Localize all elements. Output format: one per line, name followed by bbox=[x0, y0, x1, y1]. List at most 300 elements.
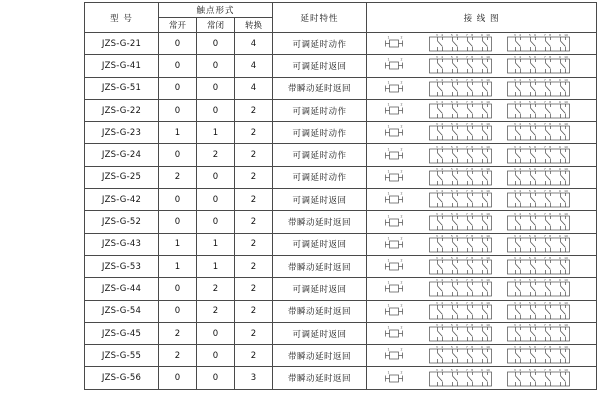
svg-text:8: 8 bbox=[549, 100, 552, 105]
svg-text:8: 8 bbox=[471, 234, 474, 239]
svg-text:3: 3 bbox=[513, 33, 516, 38]
svg-text:4: 4 bbox=[441, 55, 444, 60]
svg-text:10: 10 bbox=[486, 323, 490, 328]
svg-text:6: 6 bbox=[534, 234, 537, 239]
cell-model: JZS-G-21 bbox=[85, 33, 159, 55]
svg-text:7: 7 bbox=[543, 323, 546, 328]
cell-normally-open: 0 bbox=[159, 300, 197, 322]
svg-text:8: 8 bbox=[471, 100, 474, 105]
table-row bbox=[85, 122, 597, 144]
svg-text:3: 3 bbox=[513, 167, 516, 172]
cell-normally-open: 0 bbox=[159, 33, 197, 55]
svg-text:4: 4 bbox=[519, 278, 522, 283]
svg-text:9: 9 bbox=[480, 323, 483, 328]
svg-text:7: 7 bbox=[543, 300, 546, 305]
svg-text:4: 4 bbox=[441, 189, 444, 194]
svg-text:3: 3 bbox=[513, 367, 516, 372]
svg-text:9: 9 bbox=[558, 323, 561, 328]
svg-text:1: 1 bbox=[387, 147, 390, 152]
cell-normally-closed: 0 bbox=[197, 33, 235, 55]
svg-text:7: 7 bbox=[465, 100, 468, 105]
table-row bbox=[85, 278, 597, 300]
svg-text:10: 10 bbox=[564, 122, 568, 127]
svg-text:6: 6 bbox=[456, 323, 459, 328]
svg-text:5: 5 bbox=[528, 211, 531, 216]
svg-text:10: 10 bbox=[486, 189, 490, 194]
svg-text:8: 8 bbox=[549, 77, 552, 82]
svg-text:6: 6 bbox=[456, 278, 459, 283]
svg-text:10: 10 bbox=[564, 100, 568, 105]
svg-text:10: 10 bbox=[564, 55, 568, 60]
svg-text:2: 2 bbox=[400, 124, 403, 129]
svg-text:5: 5 bbox=[528, 300, 531, 305]
svg-text:9: 9 bbox=[480, 345, 483, 350]
cell-delay-characteristic: 带瞬动延时返回 bbox=[273, 211, 367, 233]
cell-wiring-diagram bbox=[367, 322, 597, 344]
cell-delay-characteristic: 可调延时动作 bbox=[273, 122, 367, 144]
svg-text:6: 6 bbox=[456, 122, 459, 127]
svg-text:4: 4 bbox=[519, 122, 522, 127]
svg-text:6: 6 bbox=[534, 77, 537, 82]
svg-text:10: 10 bbox=[564, 234, 568, 239]
svg-text:8: 8 bbox=[471, 278, 474, 283]
svg-text:4: 4 bbox=[519, 323, 522, 328]
svg-text:9: 9 bbox=[558, 144, 561, 149]
svg-text:4: 4 bbox=[519, 345, 522, 350]
cell-changeover: 2 bbox=[235, 300, 273, 322]
svg-text:7: 7 bbox=[543, 167, 546, 172]
cell-normally-open: 0 bbox=[159, 55, 197, 77]
svg-text:3: 3 bbox=[513, 189, 516, 194]
svg-text:1: 1 bbox=[387, 370, 390, 375]
svg-text:4: 4 bbox=[441, 211, 444, 216]
svg-text:9: 9 bbox=[480, 300, 483, 305]
svg-text:7: 7 bbox=[543, 189, 546, 194]
table-row bbox=[85, 255, 597, 277]
table-row bbox=[85, 211, 597, 233]
svg-text:7: 7 bbox=[543, 345, 546, 350]
svg-text:9: 9 bbox=[480, 167, 483, 172]
cell-changeover: 4 bbox=[235, 33, 273, 55]
cell-normally-open: 0 bbox=[159, 77, 197, 99]
cell-normally-open: 1 bbox=[159, 233, 197, 255]
svg-text:2: 2 bbox=[400, 147, 403, 152]
svg-text:4: 4 bbox=[441, 122, 444, 127]
svg-text:3: 3 bbox=[513, 122, 516, 127]
svg-text:6: 6 bbox=[534, 323, 537, 328]
svg-text:6: 6 bbox=[534, 167, 537, 172]
svg-text:4: 4 bbox=[519, 189, 522, 194]
svg-text:9: 9 bbox=[558, 77, 561, 82]
svg-text:2: 2 bbox=[400, 80, 403, 85]
svg-text:4: 4 bbox=[441, 300, 444, 305]
svg-text:5: 5 bbox=[450, 234, 453, 239]
svg-text:4: 4 bbox=[519, 211, 522, 216]
cell-normally-open: 1 bbox=[159, 255, 197, 277]
cell-changeover: 2 bbox=[235, 233, 273, 255]
svg-text:10: 10 bbox=[564, 367, 568, 372]
svg-text:6: 6 bbox=[456, 144, 459, 149]
svg-text:3: 3 bbox=[435, 323, 438, 328]
svg-text:6: 6 bbox=[534, 144, 537, 149]
cell-changeover: 2 bbox=[235, 144, 273, 166]
svg-text:2: 2 bbox=[400, 35, 403, 40]
cell-model: JZS-G-45 bbox=[85, 322, 159, 344]
cell-delay-characteristic: 可调延时返回 bbox=[273, 233, 367, 255]
header-model: 型 号 bbox=[85, 3, 159, 33]
svg-text:3: 3 bbox=[435, 33, 438, 38]
svg-text:1: 1 bbox=[387, 80, 390, 85]
svg-text:4: 4 bbox=[441, 234, 444, 239]
svg-text:3: 3 bbox=[435, 100, 438, 105]
table-row bbox=[85, 300, 597, 322]
svg-text:8: 8 bbox=[549, 345, 552, 350]
svg-text:3: 3 bbox=[513, 55, 516, 60]
svg-text:8: 8 bbox=[549, 256, 552, 261]
svg-text:9: 9 bbox=[558, 211, 561, 216]
svg-text:6: 6 bbox=[456, 167, 459, 172]
svg-text:6: 6 bbox=[456, 256, 459, 261]
cell-delay-characteristic: 可调延时返回 bbox=[273, 55, 367, 77]
svg-text:7: 7 bbox=[543, 367, 546, 372]
svg-text:8: 8 bbox=[549, 278, 552, 283]
cell-normally-closed: 0 bbox=[197, 322, 235, 344]
svg-text:5: 5 bbox=[450, 100, 453, 105]
svg-text:9: 9 bbox=[558, 256, 561, 261]
cell-model: JZS-G-56 bbox=[85, 367, 159, 389]
svg-text:6: 6 bbox=[456, 100, 459, 105]
svg-text:5: 5 bbox=[450, 256, 453, 261]
svg-text:2: 2 bbox=[400, 102, 403, 107]
svg-text:8: 8 bbox=[471, 77, 474, 82]
svg-text:7: 7 bbox=[543, 278, 546, 283]
svg-text:7: 7 bbox=[465, 367, 468, 372]
cell-normally-closed: 1 bbox=[197, 233, 235, 255]
svg-text:3: 3 bbox=[435, 300, 438, 305]
svg-text:6: 6 bbox=[534, 300, 537, 305]
svg-text:9: 9 bbox=[558, 122, 561, 127]
svg-text:5: 5 bbox=[450, 55, 453, 60]
svg-text:10: 10 bbox=[486, 77, 490, 82]
svg-text:7: 7 bbox=[465, 77, 468, 82]
svg-text:5: 5 bbox=[528, 55, 531, 60]
svg-text:6: 6 bbox=[534, 278, 537, 283]
svg-text:6: 6 bbox=[456, 77, 459, 82]
svg-text:3: 3 bbox=[513, 323, 516, 328]
svg-text:1: 1 bbox=[387, 169, 390, 174]
svg-text:10: 10 bbox=[486, 167, 490, 172]
svg-text:5: 5 bbox=[528, 345, 531, 350]
svg-text:5: 5 bbox=[450, 278, 453, 283]
svg-text:6: 6 bbox=[456, 300, 459, 305]
cell-normally-closed: 1 bbox=[197, 255, 235, 277]
svg-text:5: 5 bbox=[450, 144, 453, 149]
cell-wiring-diagram bbox=[367, 33, 597, 55]
svg-text:7: 7 bbox=[465, 300, 468, 305]
cell-delay-characteristic: 带瞬动延时返回 bbox=[273, 367, 367, 389]
cell-normally-closed: 2 bbox=[197, 278, 235, 300]
svg-text:7: 7 bbox=[465, 278, 468, 283]
svg-text:1: 1 bbox=[387, 191, 390, 196]
svg-text:6: 6 bbox=[456, 33, 459, 38]
cell-changeover: 2 bbox=[235, 211, 273, 233]
svg-text:3: 3 bbox=[435, 234, 438, 239]
cell-normally-open: 0 bbox=[159, 278, 197, 300]
table-row bbox=[85, 189, 597, 211]
svg-text:6: 6 bbox=[456, 345, 459, 350]
svg-text:4: 4 bbox=[519, 256, 522, 261]
svg-text:3: 3 bbox=[513, 345, 516, 350]
svg-text:1: 1 bbox=[387, 35, 390, 40]
cell-delay-characteristic: 可调延时动作 bbox=[273, 144, 367, 166]
svg-text:7: 7 bbox=[543, 144, 546, 149]
svg-text:1: 1 bbox=[387, 280, 390, 285]
svg-text:5: 5 bbox=[450, 300, 453, 305]
table-row bbox=[85, 33, 597, 55]
svg-text:4: 4 bbox=[519, 100, 522, 105]
svg-text:10: 10 bbox=[486, 144, 490, 149]
cell-delay-characteristic: 可调延时返回 bbox=[273, 189, 367, 211]
cell-changeover: 2 bbox=[235, 322, 273, 344]
svg-text:5: 5 bbox=[450, 122, 453, 127]
svg-text:10: 10 bbox=[564, 211, 568, 216]
cell-model: JZS-G-23 bbox=[85, 122, 159, 144]
svg-text:7: 7 bbox=[543, 77, 546, 82]
svg-text:8: 8 bbox=[471, 122, 474, 127]
header-wiring-diagram: 接 线 图 bbox=[367, 3, 597, 33]
cell-wiring-diagram bbox=[367, 122, 597, 144]
svg-text:7: 7 bbox=[543, 211, 546, 216]
cell-changeover: 2 bbox=[235, 122, 273, 144]
cell-normally-closed: 0 bbox=[197, 77, 235, 99]
svg-text:9: 9 bbox=[558, 367, 561, 372]
cell-wiring-diagram bbox=[367, 144, 597, 166]
svg-text:7: 7 bbox=[543, 256, 546, 261]
svg-text:4: 4 bbox=[441, 323, 444, 328]
svg-text:6: 6 bbox=[534, 211, 537, 216]
svg-text:5: 5 bbox=[528, 100, 531, 105]
svg-text:10: 10 bbox=[564, 323, 568, 328]
svg-text:9: 9 bbox=[480, 122, 483, 127]
cell-wiring-diagram bbox=[367, 99, 597, 121]
cell-wiring-diagram bbox=[367, 166, 597, 188]
svg-text:4: 4 bbox=[441, 33, 444, 38]
cell-normally-closed: 0 bbox=[197, 211, 235, 233]
svg-text:4: 4 bbox=[441, 77, 444, 82]
svg-text:8: 8 bbox=[471, 167, 474, 172]
cell-normally-closed: 0 bbox=[197, 99, 235, 121]
cell-delay-characteristic: 带瞬动延时返回 bbox=[273, 77, 367, 99]
svg-text:6: 6 bbox=[456, 189, 459, 194]
svg-text:9: 9 bbox=[558, 189, 561, 194]
svg-text:6: 6 bbox=[534, 189, 537, 194]
svg-text:7: 7 bbox=[465, 33, 468, 38]
svg-text:5: 5 bbox=[528, 144, 531, 149]
svg-text:4: 4 bbox=[441, 367, 444, 372]
cell-model: JZS-G-24 bbox=[85, 144, 159, 166]
cell-delay-characteristic: 可调延时返回 bbox=[273, 278, 367, 300]
svg-text:6: 6 bbox=[534, 55, 537, 60]
svg-text:8: 8 bbox=[471, 300, 474, 305]
svg-text:1: 1 bbox=[387, 347, 390, 352]
svg-text:10: 10 bbox=[564, 345, 568, 350]
svg-text:8: 8 bbox=[549, 33, 552, 38]
svg-text:5: 5 bbox=[528, 367, 531, 372]
cell-normally-closed: 1 bbox=[197, 122, 235, 144]
svg-text:5: 5 bbox=[450, 77, 453, 82]
svg-text:7: 7 bbox=[465, 323, 468, 328]
table-row bbox=[85, 233, 597, 255]
svg-text:6: 6 bbox=[534, 33, 537, 38]
cell-model: JZS-G-22 bbox=[85, 99, 159, 121]
svg-text:8: 8 bbox=[549, 55, 552, 60]
table-row bbox=[85, 55, 597, 77]
svg-text:7: 7 bbox=[465, 55, 468, 60]
cell-normally-closed: 0 bbox=[197, 189, 235, 211]
svg-text:9: 9 bbox=[480, 256, 483, 261]
cell-changeover: 2 bbox=[235, 345, 273, 367]
cell-wiring-diagram bbox=[367, 255, 597, 277]
svg-text:5: 5 bbox=[528, 189, 531, 194]
table-body bbox=[85, 33, 597, 390]
header-normally-open: 常开 bbox=[159, 18, 197, 33]
svg-text:9: 9 bbox=[558, 33, 561, 38]
svg-text:4: 4 bbox=[441, 278, 444, 283]
svg-text:3: 3 bbox=[435, 167, 438, 172]
table-row bbox=[85, 144, 597, 166]
svg-text:10: 10 bbox=[564, 77, 568, 82]
cell-delay-characteristic: 可调延时动作 bbox=[273, 33, 367, 55]
svg-text:2: 2 bbox=[400, 236, 403, 241]
svg-text:9: 9 bbox=[480, 278, 483, 283]
svg-text:10: 10 bbox=[486, 55, 490, 60]
svg-text:7: 7 bbox=[543, 33, 546, 38]
svg-text:3: 3 bbox=[435, 144, 438, 149]
cell-model: JZS-G-55 bbox=[85, 345, 159, 367]
svg-text:2: 2 bbox=[400, 258, 403, 263]
svg-text:7: 7 bbox=[465, 167, 468, 172]
cell-normally-closed: 0 bbox=[197, 367, 235, 389]
cell-model: JZS-G-54 bbox=[85, 300, 159, 322]
svg-text:5: 5 bbox=[528, 167, 531, 172]
cell-wiring-diagram bbox=[367, 211, 597, 233]
svg-text:10: 10 bbox=[486, 211, 490, 216]
svg-text:9: 9 bbox=[558, 55, 561, 60]
svg-text:10: 10 bbox=[564, 300, 568, 305]
svg-text:2: 2 bbox=[400, 169, 403, 174]
cell-changeover: 2 bbox=[235, 278, 273, 300]
svg-text:9: 9 bbox=[480, 100, 483, 105]
svg-text:8: 8 bbox=[471, 323, 474, 328]
cell-wiring-diagram bbox=[367, 189, 597, 211]
svg-text:4: 4 bbox=[519, 167, 522, 172]
svg-text:3: 3 bbox=[513, 77, 516, 82]
cell-changeover: 2 bbox=[235, 255, 273, 277]
svg-text:9: 9 bbox=[558, 167, 561, 172]
svg-text:10: 10 bbox=[486, 278, 490, 283]
svg-text:10: 10 bbox=[486, 300, 490, 305]
cell-model: JZS-G-51 bbox=[85, 77, 159, 99]
svg-text:9: 9 bbox=[480, 55, 483, 60]
svg-text:10: 10 bbox=[486, 33, 490, 38]
svg-text:10: 10 bbox=[486, 234, 490, 239]
svg-text:9: 9 bbox=[558, 100, 561, 105]
svg-text:6: 6 bbox=[534, 122, 537, 127]
svg-text:9: 9 bbox=[558, 345, 561, 350]
cell-model: JZS-G-25 bbox=[85, 166, 159, 188]
svg-text:6: 6 bbox=[534, 367, 537, 372]
svg-text:9: 9 bbox=[480, 33, 483, 38]
cell-delay-characteristic: 带瞬动延时返回 bbox=[273, 300, 367, 322]
svg-text:10: 10 bbox=[486, 345, 490, 350]
svg-text:2: 2 bbox=[400, 370, 403, 375]
svg-text:5: 5 bbox=[450, 323, 453, 328]
svg-text:3: 3 bbox=[435, 345, 438, 350]
svg-text:8: 8 bbox=[471, 33, 474, 38]
cell-delay-characteristic: 可调延时动作 bbox=[273, 166, 367, 188]
cell-model: JZS-G-53 bbox=[85, 255, 159, 277]
svg-text:5: 5 bbox=[528, 278, 531, 283]
svg-text:9: 9 bbox=[480, 77, 483, 82]
svg-text:5: 5 bbox=[528, 256, 531, 261]
cell-normally-open: 2 bbox=[159, 166, 197, 188]
svg-text:8: 8 bbox=[471, 55, 474, 60]
table-row bbox=[85, 322, 597, 344]
svg-text:8: 8 bbox=[471, 211, 474, 216]
svg-text:7: 7 bbox=[465, 144, 468, 149]
svg-text:8: 8 bbox=[549, 211, 552, 216]
svg-text:3: 3 bbox=[435, 122, 438, 127]
svg-text:3: 3 bbox=[435, 55, 438, 60]
svg-text:4: 4 bbox=[441, 167, 444, 172]
svg-text:7: 7 bbox=[465, 256, 468, 261]
svg-text:3: 3 bbox=[513, 256, 516, 261]
svg-text:4: 4 bbox=[441, 100, 444, 105]
svg-text:7: 7 bbox=[543, 122, 546, 127]
svg-text:8: 8 bbox=[471, 345, 474, 350]
cell-normally-open: 0 bbox=[159, 211, 197, 233]
table-row bbox=[85, 77, 597, 99]
svg-text:9: 9 bbox=[480, 189, 483, 194]
svg-text:3: 3 bbox=[513, 144, 516, 149]
svg-text:4: 4 bbox=[519, 300, 522, 305]
svg-text:10: 10 bbox=[486, 100, 490, 105]
svg-text:4: 4 bbox=[441, 345, 444, 350]
svg-text:3: 3 bbox=[435, 278, 438, 283]
cell-changeover: 4 bbox=[235, 77, 273, 99]
svg-text:8: 8 bbox=[471, 256, 474, 261]
cell-model: JZS-G-42 bbox=[85, 189, 159, 211]
document-page bbox=[0, 2, 600, 402]
svg-text:8: 8 bbox=[549, 167, 552, 172]
svg-text:9: 9 bbox=[558, 278, 561, 283]
svg-text:9: 9 bbox=[480, 367, 483, 372]
svg-text:9: 9 bbox=[480, 234, 483, 239]
svg-text:1: 1 bbox=[387, 236, 390, 241]
cell-normally-open: 2 bbox=[159, 345, 197, 367]
cell-changeover: 2 bbox=[235, 99, 273, 121]
svg-text:3: 3 bbox=[513, 100, 516, 105]
cell-wiring-diagram bbox=[367, 367, 597, 389]
header-delay-characteristic: 延时特性 bbox=[273, 3, 367, 33]
cell-changeover: 4 bbox=[235, 55, 273, 77]
svg-text:6: 6 bbox=[456, 55, 459, 60]
svg-text:6: 6 bbox=[456, 234, 459, 239]
svg-text:10: 10 bbox=[564, 256, 568, 261]
svg-text:6: 6 bbox=[456, 211, 459, 216]
svg-text:10: 10 bbox=[564, 167, 568, 172]
svg-text:5: 5 bbox=[450, 345, 453, 350]
